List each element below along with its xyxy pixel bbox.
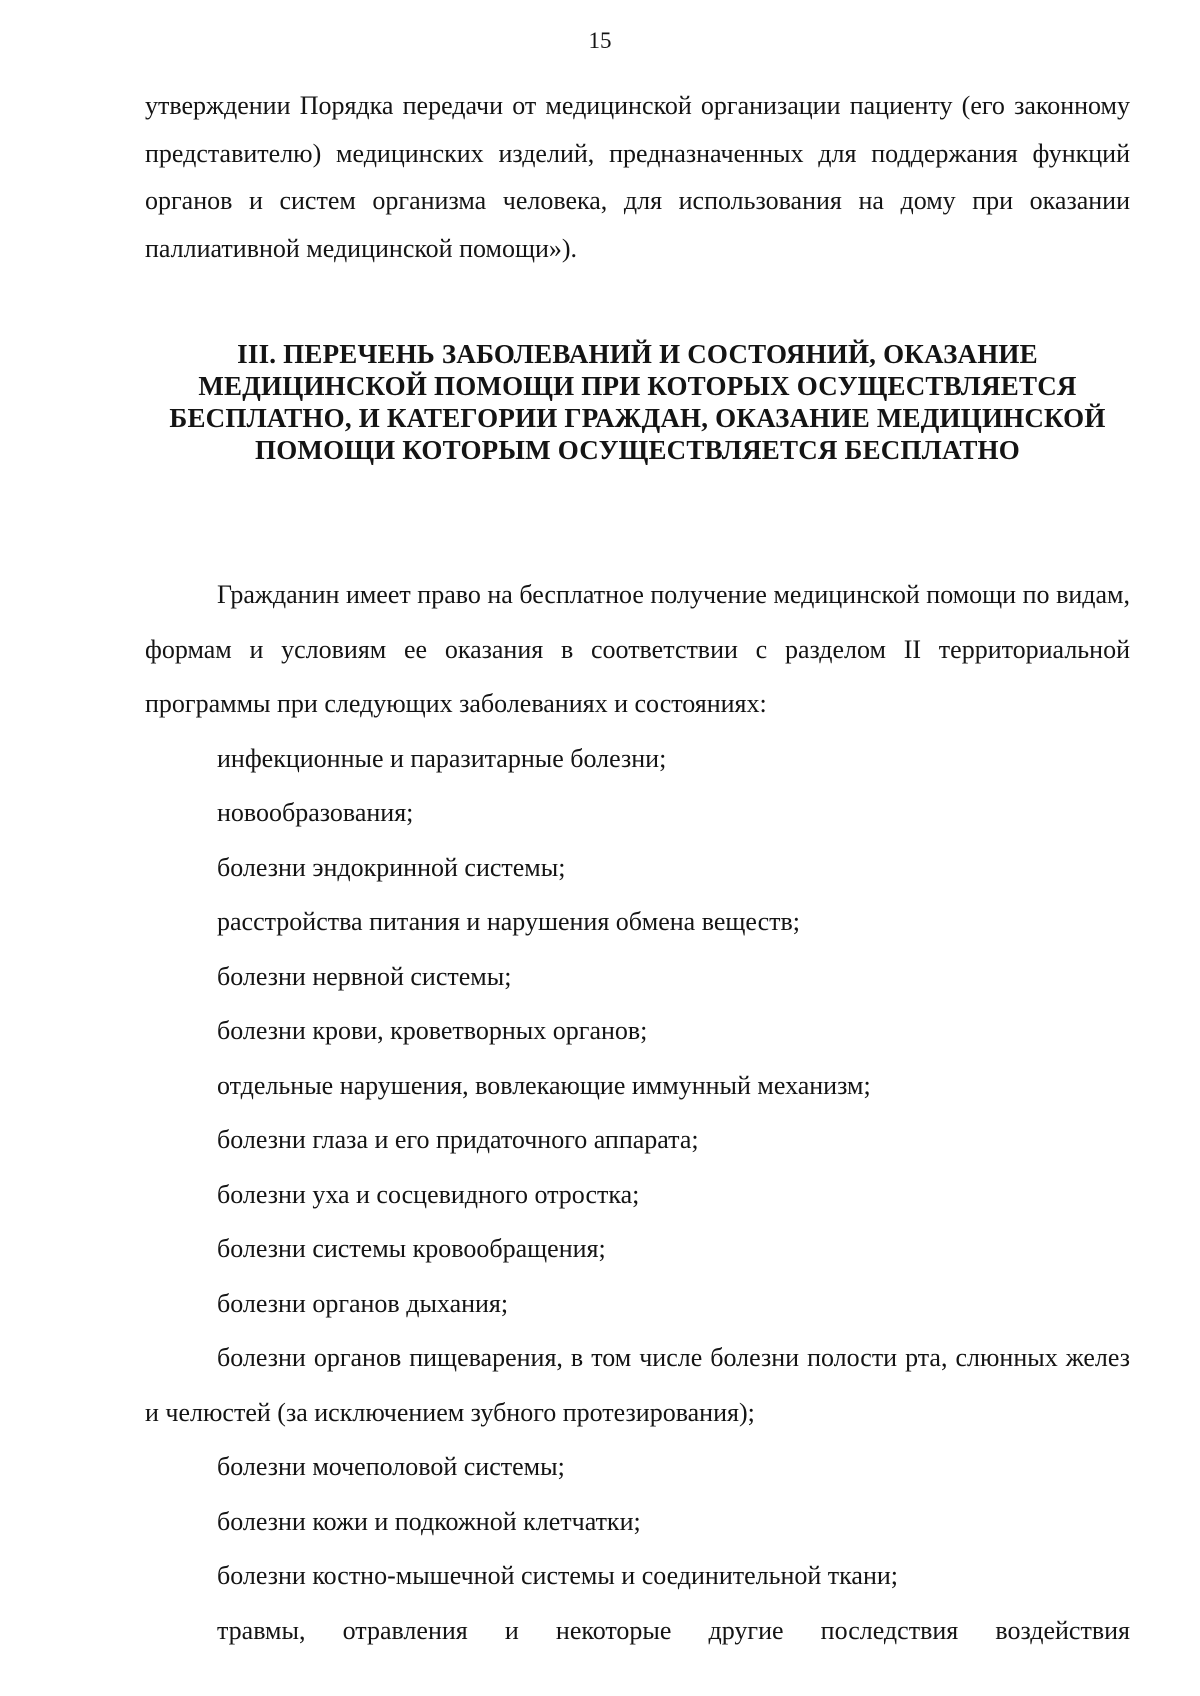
condition-item: расстройства питания и нарушения обмена веществ; [217, 907, 800, 936]
condition-item: болезни эндокринной системы; [217, 852, 566, 882]
conditions-list [145, 732, 1130, 1659]
condition-item: отдельные нарушения, вовлекающие иммунный механизм; [217, 1070, 871, 1100]
condition-item: болезни крови, кроветворных органов; [217, 1016, 648, 1045]
section-body [145, 568, 1130, 1658]
section-heading-line: БЕСПЛАТНО, И КАТЕГОРИИ ГРАЖДАН, ОКАЗАНИЕ МЕДИЦИНСКОЙ [169, 403, 1106, 433]
condition-item: травмы, отравления и некоторые другие последствия воздействия [217, 1615, 1130, 1645]
condition-item: болезни органов дыхания; [217, 1288, 509, 1318]
condition-item: новообразования; [217, 798, 414, 827]
page-number: 15 [588, 28, 612, 53]
lead-paragraph: Гражданин имеет право на бесплатное получение медицинской помощи по видам, формам и условиям ее оказания в соответствии с разделом II территориальной программы при следующих заболеваниях и состояниях: [145, 580, 1130, 718]
section-heading [145, 338, 1130, 466]
condition-item: болезни системы кровообращения; [217, 1234, 606, 1263]
section-heading-line: III. ПЕРЕЧЕНЬ ЗАБОЛЕВАНИЙ И СОСТОЯНИЙ, ОКАЗАНИЕ [237, 339, 1038, 369]
intro-paragraph: утверждении Порядка передачи от медицинской организации пациенту (его законному представителю) медицинских изделий, предназначенных для поддержания функций органов и систем организма человека, для использования на дому при оказании паллиативной медицинской помощи»). [145, 91, 1130, 263]
section-heading-line: ПОМОЩИ КОТОРЫМ ОСУЩЕСТВЛЯЕТСЯ БЕСПЛАТНО [255, 435, 1020, 465]
condition-item: болезни органов пищеварения, в том числе болезни полости рта, слюнных желез и челюстей (за исключением зубного протезирования); [145, 1343, 1130, 1427]
condition-item: болезни костно-мышечной системы и соединительной ткани; [217, 1561, 899, 1590]
section-heading-line: МЕДИЦИНСКОЙ ПОМОЩИ ПРИ КОТОРЫХ ОСУЩЕСТВЛЯЕТСЯ [198, 371, 1077, 401]
condition-item: болезни глаза и его придаточного аппарата; [217, 1125, 699, 1154]
condition-item: болезни кожи и подкожной клетчатки; [217, 1506, 641, 1536]
condition-item: болезни нервной системы; [217, 961, 512, 991]
condition-item: болезни уха и сосцевидного отростка; [217, 1179, 640, 1209]
condition-item: инфекционные и паразитарные болезни; [217, 743, 667, 773]
condition-item: болезни мочеполовой системы; [217, 1452, 565, 1481]
